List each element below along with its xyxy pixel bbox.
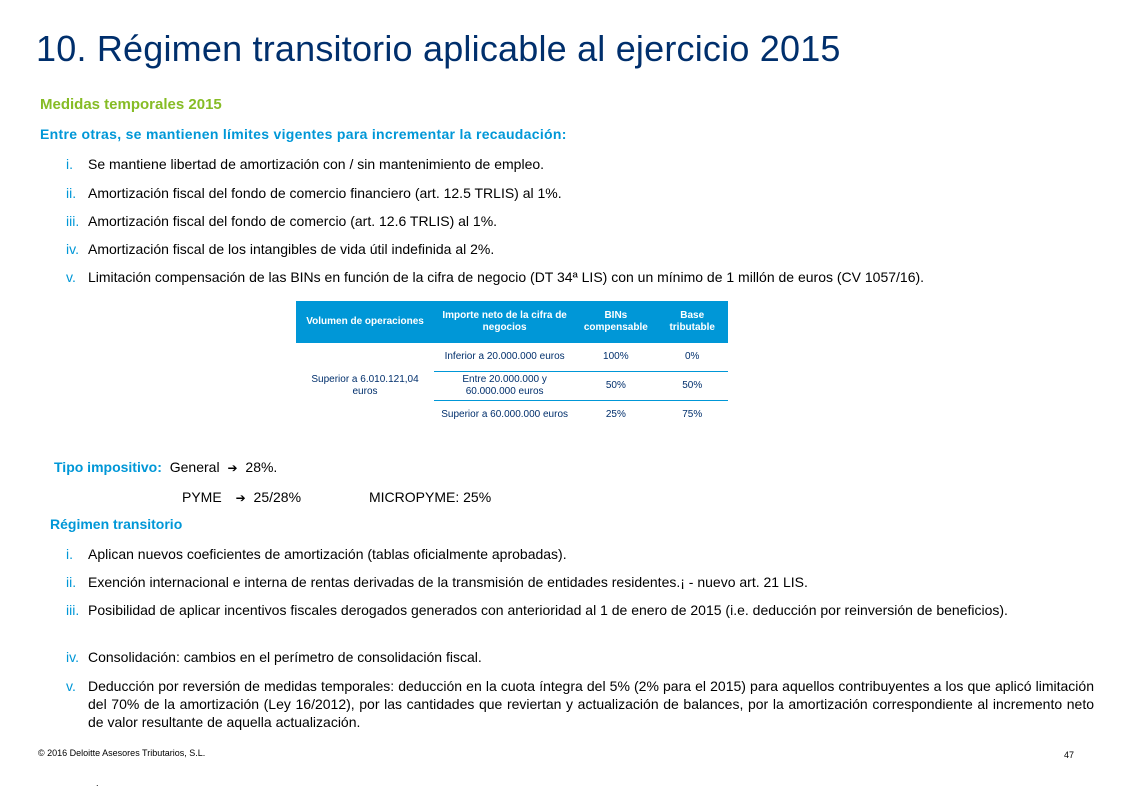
table-cell: 100% — [575, 343, 656, 372]
list-text: Exención internacional e interna de rentas derivadas de la transmisión de entidades residentes.¡ - nuevo art. 21 LIS. — [88, 574, 808, 590]
table-cell-volumen: Superior a 6.010.121,04 euros — [311, 374, 419, 397]
tipo-label: Tipo impositivo: — [54, 459, 162, 475]
list-number: ii. — [66, 185, 77, 201]
list-item — [66, 240, 1096, 258]
list-text: Amortización fiscal de los intangibles de vida útil indefinida al 2%. — [88, 241, 495, 257]
micropyme-value: MICROPYME: 25% — [369, 489, 492, 505]
list-number: iii. — [66, 213, 80, 229]
table-header-cell: Importe neto de la cifra de negocios — [434, 301, 575, 343]
list-number: i. — [66, 546, 73, 562]
list-item — [66, 573, 1096, 591]
list-number: v. — [66, 678, 76, 694]
list-text: Deducción por reversión de medidas temporales: deducción en la cuota íntegra del 5% (2% para el 2015) para aquellos contribuyentes a los que aplicó limitación del 70% de la amortización (Ley 16/2012), por las cantidades que reviertan y actualización de balances, por la amortización correspondiente al incremento neto de valor resultante de aquella actualización. — [88, 678, 1094, 730]
list-number: iv. — [66, 241, 79, 257]
list-item — [66, 268, 1106, 286]
list-text: Aplican nuevos coeficientes de amortización (tablas oficialmente aprobadas). — [88, 546, 567, 562]
section-heading-regimen: Régimen transitorio — [50, 516, 183, 532]
list-item — [66, 184, 1096, 202]
pyme-row — [182, 489, 301, 505]
footer-copyright: © 2016 Deloitte Asesores Tributarios, S.L. — [38, 748, 206, 758]
pyme-value: 25/28% — [253, 489, 302, 505]
table-header-cell: Base tributable — [656, 301, 728, 343]
page-number: 47 — [1064, 750, 1075, 760]
list-number: i. — [66, 156, 73, 172]
table-cell: 50% — [656, 372, 728, 401]
list-item — [66, 545, 1096, 563]
list-number: ii. — [66, 574, 77, 590]
pyme-label: PYME — [182, 489, 222, 505]
table-header-cell: BINs compensable — [575, 301, 656, 343]
measures-intro: Entre otras, se mantienen límites vigentes para incrementar la recaudación: — [40, 126, 567, 142]
list-text: Limitación compensación de las BINs en función de la cifra de negocio (DT 34ª LIS) con un mínimo de 1 millón de euros (CV 1057/16). — [88, 269, 925, 285]
list-text: Amortización fiscal del fondo de comercio (art. 12.6 TRLIS) al 1%. — [88, 213, 498, 229]
table-header-row — [296, 301, 728, 343]
table-header-cell: Volumen de operaciones — [296, 301, 434, 343]
list-item — [66, 677, 1094, 731]
section-heading-medidas: Medidas temporales 2015 — [40, 96, 222, 113]
table-cell: 0% — [656, 343, 728, 372]
list-number: iii. — [66, 602, 80, 618]
list-text: Se mantiene libertad de amortización con / sin mantenimiento de empleo. — [88, 156, 545, 172]
list-text: Amortización fiscal del fondo de comercio financiero (art. 12.5 TRLIS) al 1%. — [88, 185, 562, 201]
list-item — [66, 648, 1096, 666]
arrow-right-icon: ➔ — [235, 491, 246, 505]
tipo-impositivo-row — [54, 459, 277, 475]
table-cell: 75% — [682, 409, 703, 420]
list-number: iv. — [66, 649, 79, 665]
arrow-right-icon: ➔ — [227, 461, 238, 475]
list-text: Posibilidad de aplicar incentivos fiscales derogados generados con anterioridad al 1 de enero de 2015 (i.e. deducción por reinversión de beneficios). — [88, 602, 1008, 618]
page-title: 10. Régimen transitorio aplicable al ejercicio 2015 — [36, 28, 841, 69]
table-row — [296, 343, 728, 372]
table-cell: Inferior a 20.000.000 euros — [434, 343, 575, 372]
list-item — [66, 155, 1096, 173]
general-value: 28%. — [245, 459, 278, 475]
bins-table — [296, 301, 728, 429]
general-label: General — [169, 459, 220, 475]
footer-dot: . — [96, 778, 99, 788]
table-cell: Entre 20.000.000 y 60.000.000 euros — [434, 372, 575, 401]
list-item — [66, 212, 1096, 230]
list-number: v. — [66, 269, 76, 285]
list-text: Consolidación: cambios en el perímetro de consolidación fiscal. — [88, 649, 482, 665]
table-cell: Superior a 60.000.000 euros — [441, 409, 569, 420]
list-item — [66, 601, 1094, 619]
table-cell: 25% — [605, 409, 626, 420]
table-cell: 50% — [575, 372, 656, 401]
